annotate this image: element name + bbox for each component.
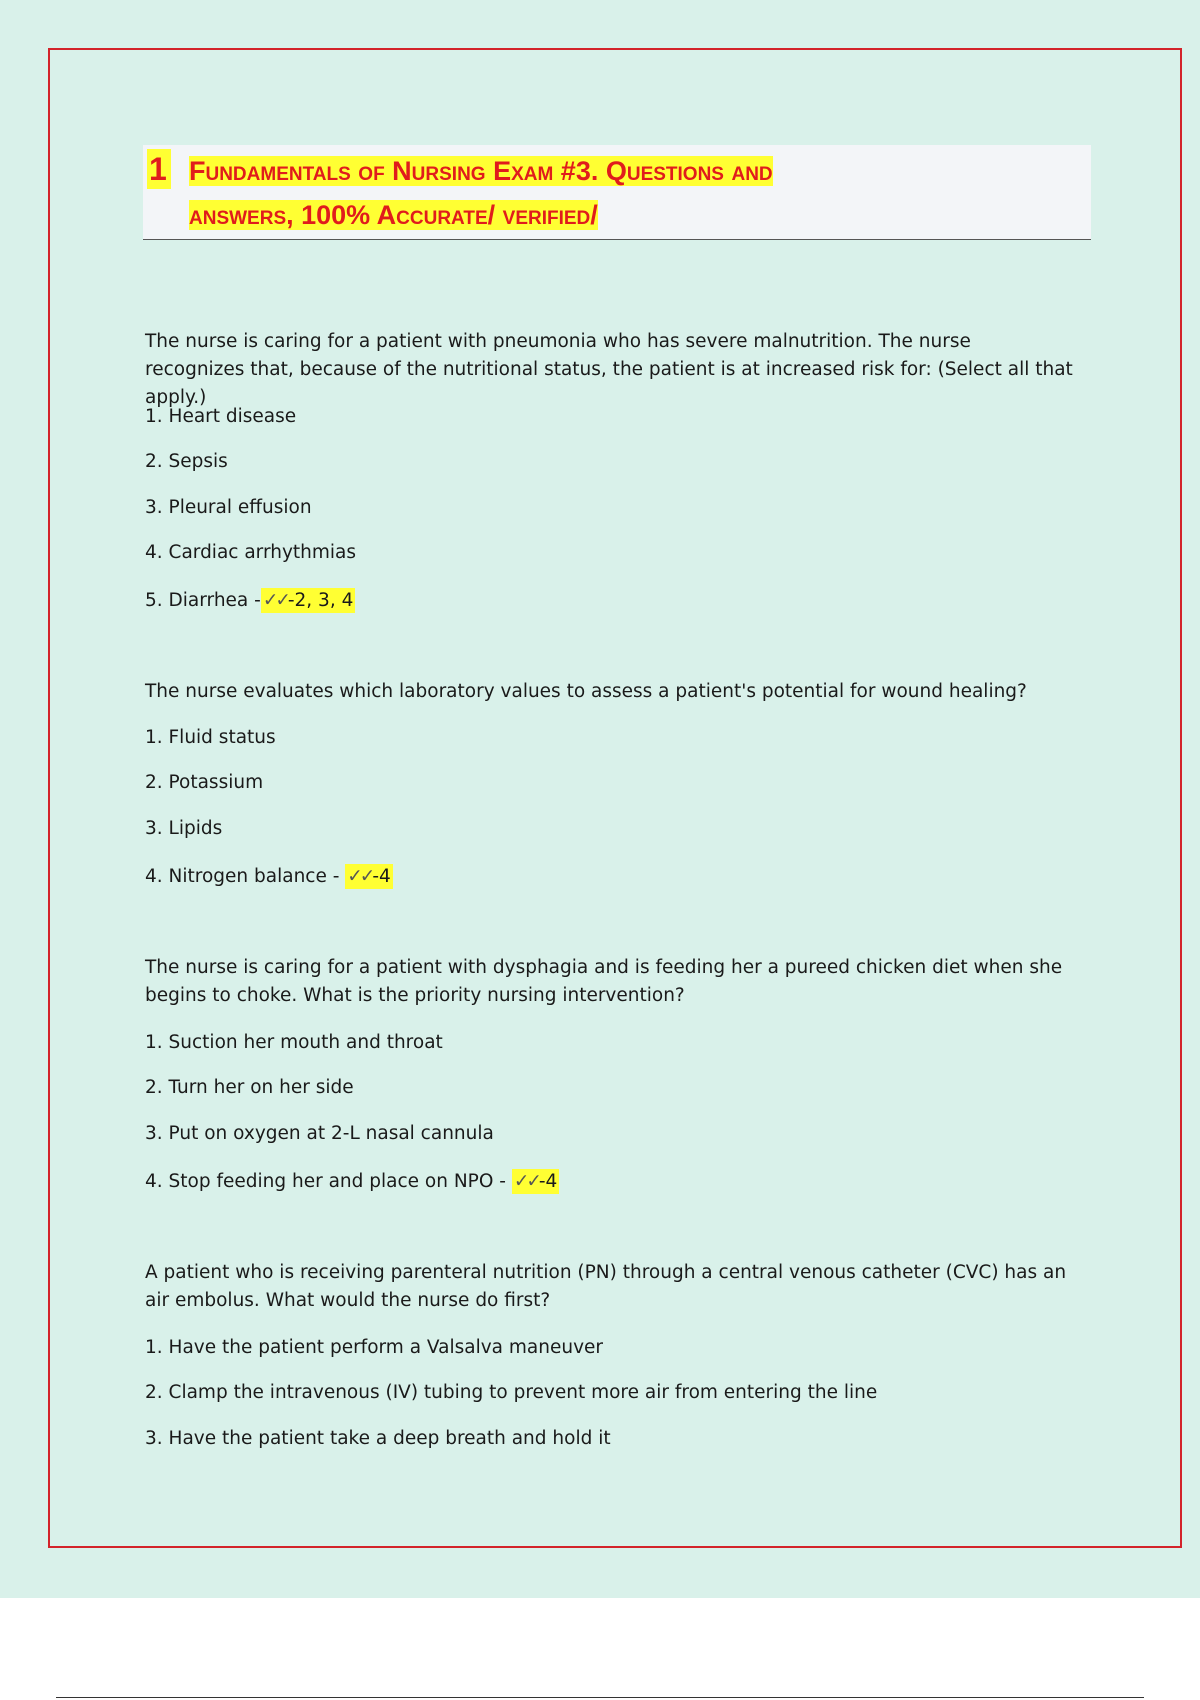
question-1-text: The nurse is caring for a patient with pneumonia who has severe malnutrition. The nurse recognizes that, because of the nutritional status, the patient is at increased risk for: (Select all that apply.) (145, 331, 1073, 408)
question-1-answer-value: -2, 3, 4 (287, 590, 354, 611)
question-2-answer (345, 864, 392, 889)
question-1-option-5-label: 5. Diarrhea - (145, 590, 261, 611)
question-2-option-4 (145, 864, 393, 890)
heading-number: 1 (147, 149, 171, 189)
document-heading (143, 145, 1091, 240)
question-2-option-1: 1. Fluid status (145, 727, 276, 748)
question-1-option-5 (145, 588, 355, 614)
question-4-text: A patient who is receiving parenteral nutrition (PN) through a central venous catheter (CVC) has an air embolus. What would the nurse do first? (145, 1262, 1067, 1311)
question-4-option-2: 2. Clamp the intravenous (IV) tubing to prevent more air from entering the line (145, 1382, 878, 1403)
question-1-option-1: 1. Heart disease (145, 406, 297, 427)
question-3-option-1: 1. Suction her mouth and throat (145, 1032, 443, 1053)
question-3-text: The nurse is caring for a patient with dysphagia and is feeding her a pureed chicken diet when she begins to choke. What is the priority nursing intervention? (145, 957, 1063, 1006)
question-4-option-1: 1. Have the patient perform a Valsalva maneuver (145, 1337, 604, 1358)
page-frame (48, 48, 1182, 1548)
question-3-answer-value: -4 (538, 1171, 558, 1192)
heading-title (189, 149, 1069, 237)
question-4-option-3: 3. Have the patient take a deep breath and hold it (145, 1428, 611, 1449)
question-2-option-2: 2. Potassium (145, 772, 264, 793)
double-check-icon: ✓✓ (513, 1171, 539, 1192)
question-1-option-2: 2. Sepsis (145, 451, 228, 472)
question-2-option-4-label: 4. Nitrogen balance - (145, 866, 340, 887)
heading-line-2: answers, 100% Accurate/ verified/ (189, 200, 598, 230)
question-3-option-4-label: 4. Stop feeding her and place on NPO - (145, 1171, 506, 1192)
double-check-icon: ✓✓ (262, 590, 288, 611)
question-3-answer (512, 1169, 559, 1194)
question-1-answer (261, 588, 356, 613)
question-3-option-3: 3. Put on oxygen at 2-L nasal cannula (145, 1123, 494, 1144)
heading-line-1: Fundamentals of Nursing Exam #3. Questions and (189, 156, 773, 186)
question-3-option-2: 2. Turn her on her side (145, 1077, 354, 1098)
question-2-answer-value: -4 (372, 866, 391, 887)
question-2-option-3: 3. Lipids (145, 818, 223, 839)
footer-divider (56, 1697, 1144, 1698)
question-2-text: The nurse evaluates which laboratory values to assess a patient's potential for wound healing? (145, 681, 1027, 702)
question-3-option-4 (145, 1169, 559, 1195)
question-1-option-3: 3. Pleural effusion (145, 497, 312, 518)
question-1-option-4: 4. Cardiac arrhythmias (145, 542, 357, 563)
double-check-icon: ✓✓ (347, 866, 373, 887)
